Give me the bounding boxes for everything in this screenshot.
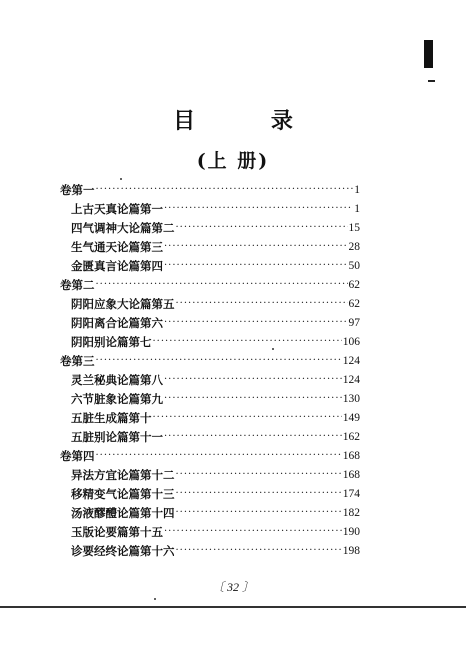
page-edge-dash bbox=[428, 80, 435, 82]
toc-entry-label: 阴阳离合论篇第六 bbox=[71, 315, 163, 330]
toc-entry bbox=[60, 522, 360, 541]
toc-leader-dots bbox=[164, 374, 342, 385]
print-speck bbox=[272, 348, 274, 350]
toc-entry-page: 15 bbox=[348, 221, 360, 234]
toc-entry-label: 卷第二 bbox=[60, 277, 95, 292]
toc-entry-label: 四气调神大论篇第二 bbox=[71, 220, 175, 235]
toc-entry-label: 六节脏象论篇第九 bbox=[71, 391, 163, 406]
print-speck bbox=[120, 178, 122, 180]
toc-leader-dots bbox=[164, 393, 342, 404]
toc-entry-page: 28 bbox=[348, 240, 360, 253]
toc-entry bbox=[60, 256, 360, 275]
toc-entry bbox=[60, 332, 360, 351]
toc-entry-label: 移精变气论篇第十三 bbox=[71, 486, 175, 501]
toc-entry-label: 五脏别论篇第十一 bbox=[71, 429, 163, 444]
toc-leader-dots bbox=[176, 507, 342, 518]
toc-entry-page: 124 bbox=[342, 354, 360, 367]
toc-entry-page: 182 bbox=[342, 506, 360, 519]
toc-entry bbox=[60, 199, 360, 218]
toc-leader-dots bbox=[153, 412, 342, 423]
toc-entry-page: 124 bbox=[342, 373, 360, 386]
toc-entry-page: 50 bbox=[348, 259, 360, 272]
toc-entry-page: 1 bbox=[354, 183, 360, 196]
toc-entry bbox=[60, 313, 360, 332]
toc-entry bbox=[60, 427, 360, 446]
toc-leader-dots bbox=[164, 203, 353, 214]
toc-entry-page: 106 bbox=[342, 335, 360, 348]
toc-entry-label: 金匮真言论篇第四 bbox=[71, 258, 163, 273]
toc-volume-heading bbox=[60, 275, 360, 294]
toc-entry-label: 卷第四 bbox=[60, 448, 95, 463]
print-speck bbox=[154, 598, 156, 600]
toc-entry-label: 上古天真论篇第一 bbox=[71, 201, 163, 216]
footer-rule bbox=[0, 606, 466, 608]
toc-entry-page: 174 bbox=[342, 487, 360, 500]
toc-entry-label: 灵兰秘典论篇第八 bbox=[71, 372, 163, 387]
toc-entry bbox=[60, 541, 360, 560]
toc-leader-dots bbox=[176, 298, 348, 309]
toc-entry bbox=[60, 408, 360, 427]
toc-leader-dots bbox=[164, 260, 348, 271]
toc-entry-page: 149 bbox=[342, 411, 360, 424]
toc-entry bbox=[60, 484, 360, 503]
toc-entry bbox=[60, 218, 360, 237]
toc-entry-label: 玉版论要篇第十五 bbox=[71, 524, 163, 539]
toc-leader-dots bbox=[176, 545, 342, 556]
toc-leader-dots bbox=[164, 317, 348, 328]
toc-volume-heading bbox=[60, 351, 360, 370]
toc-entry-label: 汤液醪醴论篇第十四 bbox=[71, 505, 175, 520]
toc-entry bbox=[60, 465, 360, 484]
toc-entry-label: 五脏生成篇第十 bbox=[71, 410, 152, 425]
toc-leader-dots bbox=[96, 184, 354, 195]
toc-entry bbox=[60, 237, 360, 256]
toc-entry-page: 62 bbox=[348, 278, 360, 291]
toc-entry-page: 1 bbox=[354, 202, 360, 215]
toc-entry-label: 异法方宜论篇第十二 bbox=[71, 467, 175, 482]
toc-entry-page: 62 bbox=[348, 297, 360, 310]
toc-entry bbox=[60, 294, 360, 313]
toc-leader-dots bbox=[164, 526, 342, 537]
toc-leader-dots bbox=[96, 355, 342, 366]
toc-entry-label: 卷第三 bbox=[60, 353, 95, 368]
toc-leader-dots bbox=[153, 336, 342, 347]
toc-entry-page: 198 bbox=[342, 544, 360, 557]
toc-leader-dots bbox=[176, 469, 342, 480]
page-subtitle: (上 册) bbox=[196, 150, 270, 172]
toc-entry-label: 卷第一 bbox=[60, 182, 95, 197]
toc-entry bbox=[60, 370, 360, 389]
toc-entry-page: 168 bbox=[342, 449, 360, 462]
toc-entry bbox=[60, 503, 360, 522]
toc-leader-dots bbox=[96, 279, 348, 290]
toc-entry-page: 190 bbox=[342, 525, 360, 538]
toc-volume-heading bbox=[60, 446, 360, 465]
toc-entry bbox=[60, 389, 360, 408]
table-of-contents bbox=[60, 180, 360, 560]
toc-volume-heading bbox=[60, 180, 360, 199]
toc-leader-dots bbox=[96, 450, 342, 461]
toc-entry-label: 阴阳别论篇第七 bbox=[71, 334, 152, 349]
toc-leader-dots bbox=[176, 488, 342, 499]
toc-entry-page: 97 bbox=[348, 316, 360, 329]
toc-entry-page: 168 bbox=[342, 468, 360, 481]
toc-entry-page: 130 bbox=[342, 392, 360, 405]
toc-leader-dots bbox=[176, 222, 348, 233]
page-number: 〔 32 〕 bbox=[211, 580, 254, 594]
toc-entry-page: 162 bbox=[342, 430, 360, 443]
toc-entry-label: 诊要经终论篇第十六 bbox=[71, 543, 175, 558]
page-edge-mark bbox=[424, 40, 433, 68]
toc-entry-label: 生气通天论篇第三 bbox=[71, 239, 163, 254]
toc-entry-label: 阴阳应象大论篇第五 bbox=[71, 296, 175, 311]
toc-leader-dots bbox=[164, 431, 342, 442]
page-title: 目 录 bbox=[173, 108, 327, 134]
toc-leader-dots bbox=[164, 241, 348, 252]
